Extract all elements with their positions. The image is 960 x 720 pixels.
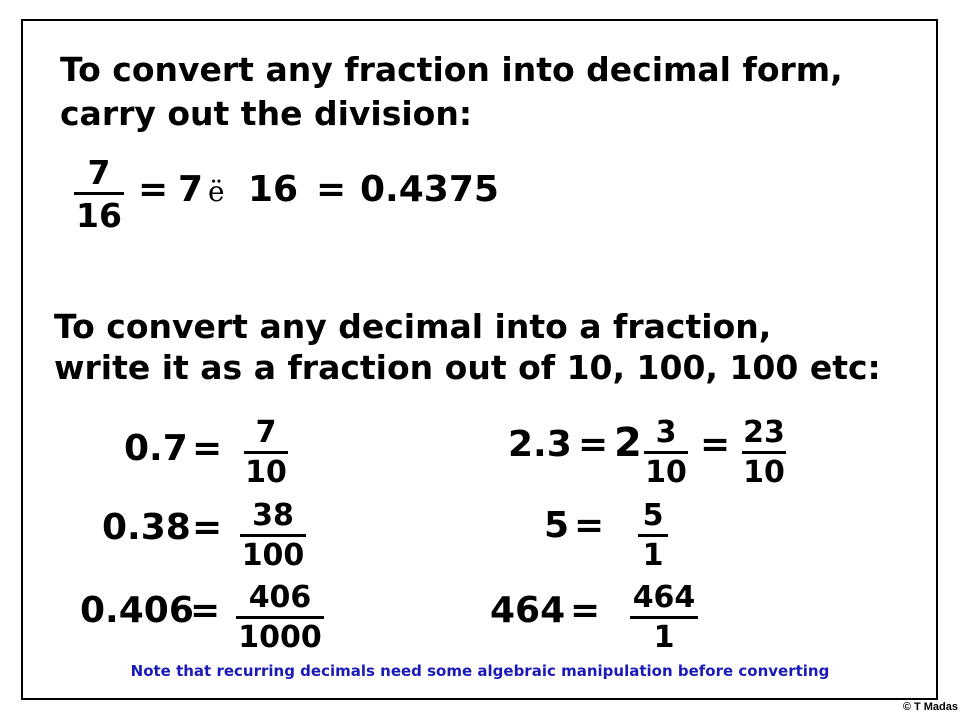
denominator: 100 (241, 538, 305, 573)
decimal-0-7: 0.7 (124, 428, 188, 469)
fraction-bar (240, 534, 306, 537)
fraction-bar (74, 192, 124, 195)
fraction-7-10 (244, 415, 288, 490)
denominator: 16 (76, 196, 122, 235)
fraction-23-10 (742, 415, 786, 490)
dividend: 7 (178, 169, 204, 210)
fraction-bar (638, 534, 668, 537)
whole-number-2: 2 (614, 420, 642, 466)
fraction-bar (644, 451, 688, 454)
fraction-7-16 (74, 153, 124, 235)
number-464: 464 (490, 590, 566, 631)
denominator: 1 (653, 620, 675, 655)
equals-sign: = (138, 169, 169, 210)
fraction-464-1 (630, 580, 698, 655)
heading-decimal-to-fraction-line2: write it as a fraction out of 10, 100, 100 etc: (54, 348, 881, 387)
numerator: 3 (655, 415, 677, 450)
division-symbol: ë (208, 175, 225, 208)
equals-sign: = (570, 590, 601, 631)
decimal-2-3: 2.3 (508, 424, 572, 465)
denominator: 10 (743, 455, 785, 490)
fraction-bar (244, 451, 288, 454)
numerator: 464 (632, 580, 696, 615)
decimal-result: 0.4375 (360, 169, 499, 210)
numerator: 7 (255, 415, 277, 450)
decimal-0-406: 0.406 (80, 590, 194, 631)
equals-sign: = (190, 590, 221, 631)
numerator: 406 (248, 580, 312, 615)
equals-sign: = (578, 424, 609, 465)
numerator: 7 (87, 153, 111, 192)
fraction-38-100 (240, 498, 306, 573)
equals-sign: = (192, 507, 223, 548)
fraction-3-10 (644, 415, 688, 490)
denominator: 1 (642, 538, 664, 573)
fraction-bar (742, 451, 786, 454)
fraction-406-1000 (236, 580, 324, 655)
equals-sign: = (192, 428, 223, 469)
numerator: 38 (252, 498, 294, 533)
number-5: 5 (544, 505, 570, 546)
decimal-0-38: 0.38 (102, 507, 191, 548)
fraction-bar (630, 616, 698, 619)
recurring-decimals-note: Note that recurring decimals need some algebraic manipulation before converting (130, 662, 830, 680)
denominator: 10 (245, 455, 287, 490)
fraction-5-1 (638, 498, 668, 573)
fraction-bar (236, 616, 324, 619)
heading-fraction-to-decimal-line1: To convert any fraction into decimal form, (60, 50, 843, 89)
equals-sign: = (574, 505, 605, 546)
denominator: 10 (645, 455, 687, 490)
heading-decimal-to-fraction-line1: To convert any decimal into a fraction, (54, 307, 772, 346)
copyright: © T Madas (902, 701, 958, 713)
numerator: 5 (642, 498, 664, 533)
denominator: 1000 (238, 620, 322, 655)
divisor: 16 (248, 169, 299, 210)
heading-fraction-to-decimal-line2: carry out the division: (60, 94, 473, 133)
equals-sign-2: = (700, 424, 731, 465)
equals-sign-2: = (316, 169, 347, 210)
numerator: 23 (743, 415, 785, 450)
